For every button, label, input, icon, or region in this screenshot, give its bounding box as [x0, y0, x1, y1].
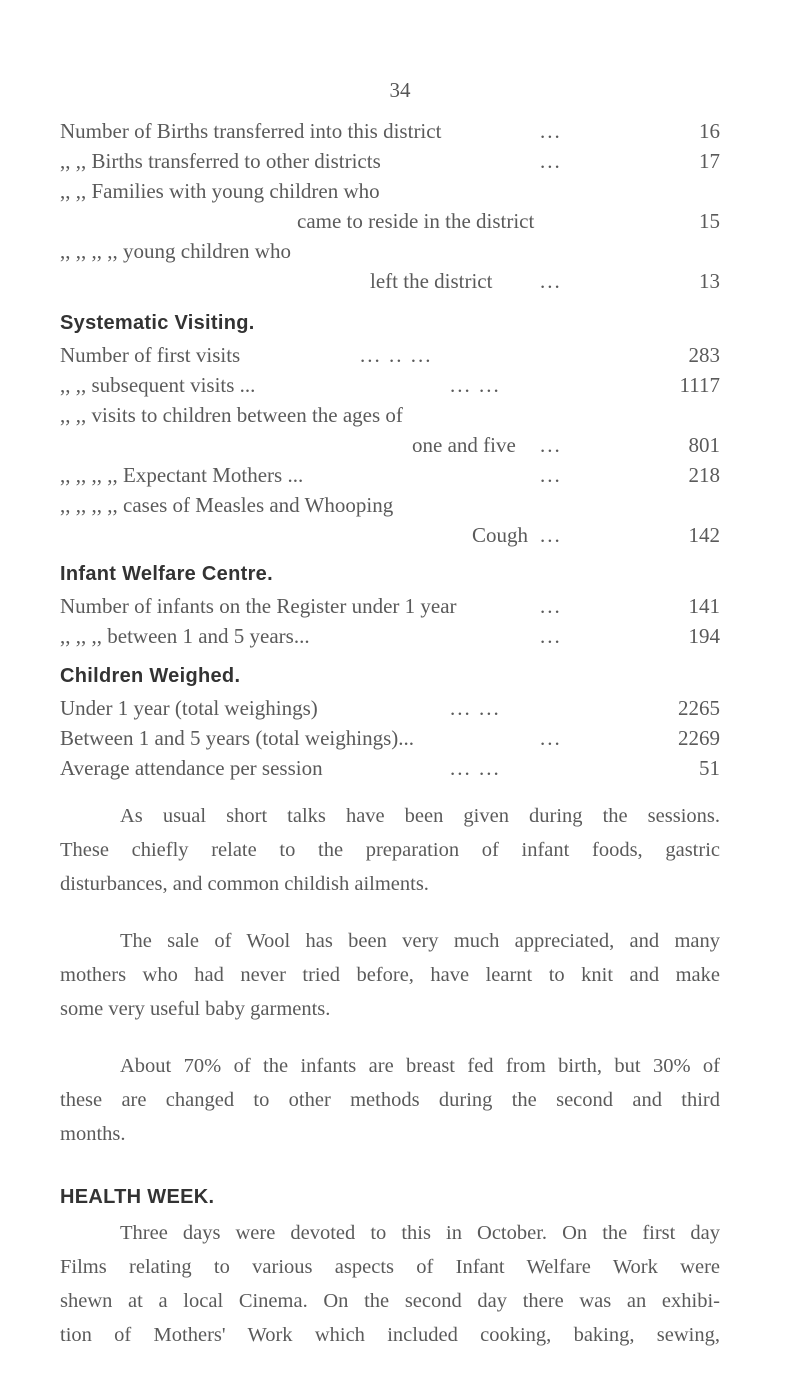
row-label: Average attendance per session — [60, 756, 323, 780]
row-value: 2265 — [678, 696, 720, 720]
section-heading-systematic-visiting: Systematic Visiting. — [60, 312, 255, 334]
row-label: ,, ,, ,, between 1 and 5 years... — [60, 624, 310, 648]
row-label: came to reside in the district — [297, 209, 535, 233]
paragraph-line: these are changed to other methods during the second and third — [60, 1089, 720, 1111]
paragraph-talks — [60, 799, 720, 901]
leader-dots: ... — [540, 433, 562, 457]
row-label: Cough — [472, 523, 529, 547]
section-heading-infant-welfare: Infant Welfare Centre. — [60, 563, 273, 585]
row-label: ,, ,, ,, ,, cases of Measles and Whooping — [60, 493, 394, 517]
leader-dots: ... — [540, 463, 562, 487]
row-label: ,, ,, Births transferred to other districts — [60, 149, 381, 173]
row-value: 194 — [688, 624, 720, 648]
paragraph-line: tion of Mothers' Work which included cooking, baking, sewing, — [60, 1324, 720, 1346]
paragraph-line: Films relating to various aspects of Infant Welfare Work were — [60, 1256, 720, 1278]
row-value: 15 — [699, 209, 720, 233]
row-label: ,, ,, ,, ,, young children who — [60, 239, 291, 263]
leader-dots: ... — [540, 149, 562, 173]
row-value: 141 — [688, 594, 720, 618]
row-label: ,, ,, subsequent visits ... — [60, 373, 256, 397]
section-heading-health-week: HEALTH WEEK. — [60, 1186, 215, 1208]
row-value: 801 — [688, 433, 720, 457]
row-value: 283 — [688, 343, 720, 367]
paragraph-line: These chiefly relate to the preparation of infant foods, gastric — [60, 839, 720, 861]
leader-dots: ... ... — [450, 756, 501, 780]
paragraph-wool — [60, 924, 720, 1026]
paragraph-line: mothers who had never tried before, have learnt to knit and make — [60, 964, 720, 986]
row-value: 142 — [688, 523, 720, 547]
paragraph-line: some very useful baby garments. — [60, 998, 331, 1020]
paragraph-line: shewn at a local Cinema. On the second day there was an exhibi- — [60, 1290, 720, 1312]
paragraph-line: About 70% of the infants are breast fed from birth, but 30% of — [120, 1055, 720, 1077]
leader-dots: ... .. ... — [360, 343, 433, 367]
row-value: 16 — [699, 119, 720, 143]
row-value: 2269 — [678, 726, 720, 750]
row-label: ,, ,, visits to children between the ages of — [60, 403, 403, 427]
page-number: 34 — [389, 78, 411, 102]
leader-dots: ... — [540, 523, 562, 547]
section-heading-children-weighed: Children Weighed. — [60, 665, 241, 687]
row-label: Between 1 and 5 years (total weighings)... — [60, 726, 414, 750]
paragraph-breast-fed — [60, 1049, 720, 1151]
row-label: ,, ,, Families with young children who — [60, 179, 380, 203]
row-value: 218 — [688, 463, 720, 487]
paragraph-line: Three days were devoted to this in October. On the first day — [120, 1222, 720, 1244]
row-label: one and five — [412, 433, 516, 457]
leader-dots: ... — [540, 269, 562, 293]
row-label: Number of first visits — [60, 343, 241, 367]
leader-dots: ... — [540, 119, 562, 143]
row-label: ,, ,, ,, ,, Expectant Mothers ... — [60, 463, 304, 487]
row-value: 51 — [699, 756, 720, 780]
row-label: Number of infants on the Register under 1 year — [60, 594, 457, 618]
row-value: 13 — [699, 269, 720, 293]
row-label: Number of Births transferred into this district — [60, 119, 442, 143]
leader-dots: ... ... — [450, 373, 501, 397]
leader-dots: ... ... — [450, 696, 501, 720]
paragraph-line: As usual short talks have been given during the sessions. — [120, 805, 720, 827]
paragraph-health-week — [60, 1216, 720, 1352]
leader-dots: ... — [540, 726, 562, 750]
row-value: 1117 — [679, 373, 720, 397]
paragraph-line: disturbances, and common childish ailments. — [60, 873, 429, 895]
leader-dots: ... — [540, 624, 562, 648]
row-value: 17 — [699, 149, 720, 173]
leader-dots: ... — [540, 594, 562, 618]
paragraph-line: The sale of Wool has been very much appreciated, and many — [120, 930, 720, 952]
row-label: Under 1 year (total weighings) — [60, 696, 318, 720]
row-label: left the district — [370, 269, 493, 293]
paragraph-line: months. — [60, 1123, 126, 1145]
